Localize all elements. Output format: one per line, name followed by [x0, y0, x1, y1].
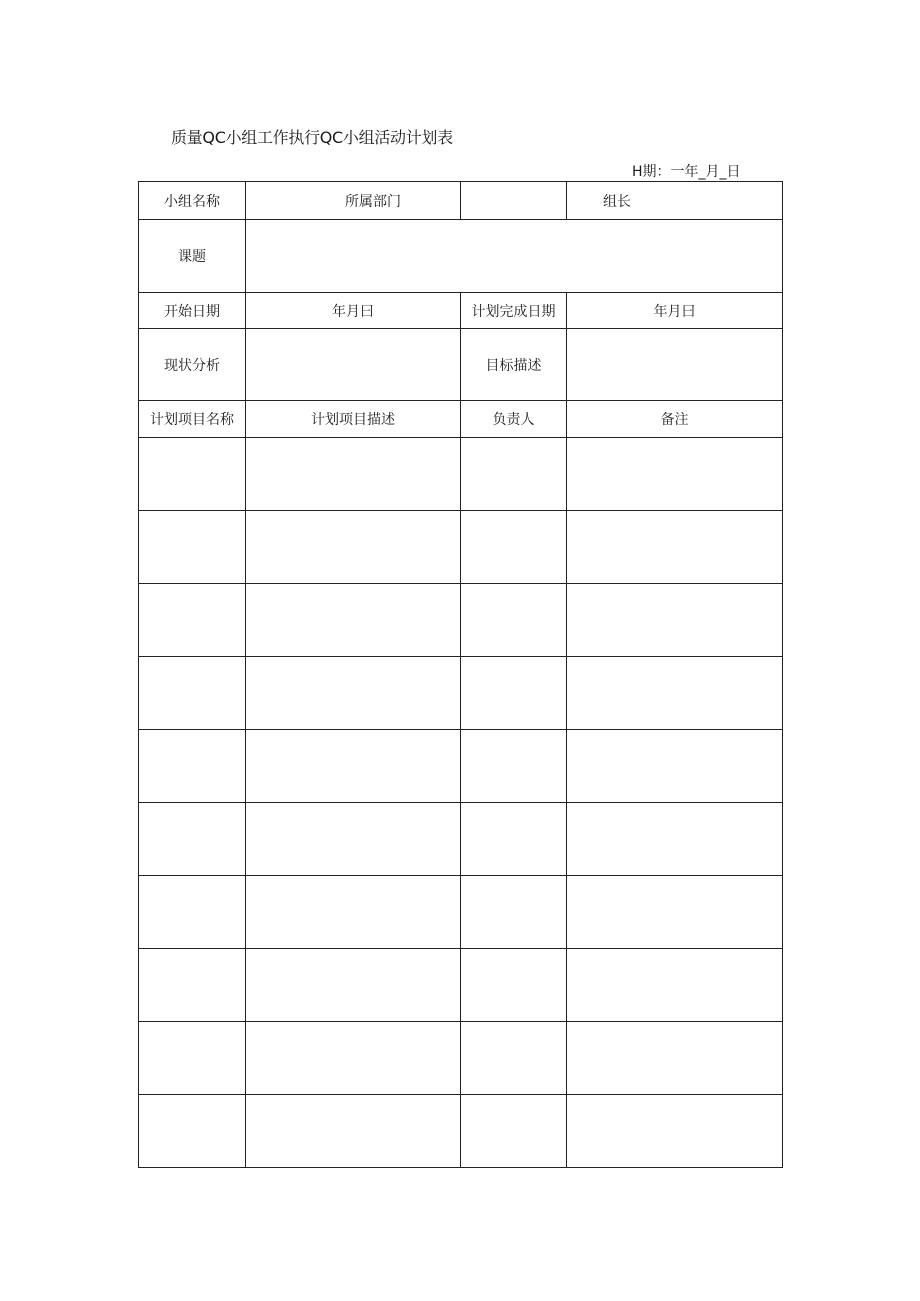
responsible-person-cell[interactable]	[461, 803, 567, 876]
plan-item-description-cell[interactable]	[246, 876, 461, 949]
remarks-cell[interactable]	[567, 584, 783, 657]
table-row	[139, 803, 783, 876]
table-row	[139, 1022, 783, 1095]
table-row	[139, 657, 783, 730]
plan-item-description-cell[interactable]	[246, 438, 461, 511]
plan-item-description-cell[interactable]	[246, 1095, 461, 1168]
table-row	[139, 438, 783, 511]
plan-item-name-cell[interactable]	[139, 803, 246, 876]
planned-completion-label: 计划完成日期	[461, 293, 567, 329]
header-plan-item-name: 计划项目名称	[139, 401, 246, 438]
start-date-value[interactable]: 年月曰	[246, 293, 461, 329]
plan-item-name-cell[interactable]	[139, 730, 246, 803]
responsible-person-cell[interactable]	[461, 584, 567, 657]
remarks-cell[interactable]	[567, 949, 783, 1022]
analysis-row	[139, 329, 783, 401]
plan-header-row	[139, 401, 783, 438]
plan-item-description-cell[interactable]	[246, 949, 461, 1022]
plan-item-name-cell[interactable]	[139, 511, 246, 584]
remarks-cell[interactable]	[567, 876, 783, 949]
department-label: 所属部门	[246, 182, 461, 220]
remarks-cell[interactable]	[567, 803, 783, 876]
plan-item-description-cell[interactable]	[246, 657, 461, 730]
header-plan-item-description: 计划项目描述	[246, 401, 461, 438]
table-row	[139, 1095, 783, 1168]
remarks-cell[interactable]	[567, 511, 783, 584]
date-line: H期：一年_月_日	[632, 164, 741, 180]
remarks-cell[interactable]	[567, 657, 783, 730]
topic-row	[139, 220, 783, 293]
responsible-person-cell[interactable]	[461, 1095, 567, 1168]
plan-item-description-cell[interactable]	[246, 584, 461, 657]
header-remarks: 备注	[567, 401, 783, 438]
responsible-person-cell[interactable]	[461, 511, 567, 584]
plan-item-name-cell[interactable]	[139, 1095, 246, 1168]
department-value-cell[interactable]	[461, 182, 567, 220]
target-description-label: 目标描述	[461, 329, 567, 401]
leader-label: 组长	[567, 182, 783, 220]
plan-item-description-cell[interactable]	[246, 730, 461, 803]
remarks-cell[interactable]	[567, 730, 783, 803]
target-description-value-cell[interactable]	[567, 329, 783, 401]
header-responsible-person: 负责人	[461, 401, 567, 438]
responsible-person-cell[interactable]	[461, 1022, 567, 1095]
responsible-person-cell[interactable]	[461, 730, 567, 803]
plan-item-name-cell[interactable]	[139, 876, 246, 949]
plan-item-name-cell[interactable]	[139, 438, 246, 511]
table-row	[139, 511, 783, 584]
responsible-person-cell[interactable]	[461, 949, 567, 1022]
plan-item-name-cell[interactable]	[139, 1022, 246, 1095]
group-name-label: 小组名称	[139, 182, 246, 220]
responsible-person-cell[interactable]	[461, 438, 567, 511]
activity-plan-table	[138, 181, 783, 1168]
table-row	[139, 584, 783, 657]
plan-item-name-cell[interactable]	[139, 657, 246, 730]
document-title: 质量QC小组工作执行QC小组活动计划表	[171, 128, 453, 147]
table-row	[139, 949, 783, 1022]
topic-value-cell[interactable]	[246, 220, 783, 293]
table-row	[139, 876, 783, 949]
plan-item-description-cell[interactable]	[246, 1022, 461, 1095]
plan-item-description-cell[interactable]	[246, 803, 461, 876]
remarks-cell[interactable]	[567, 438, 783, 511]
group-info-row	[139, 182, 783, 220]
plan-item-description-cell[interactable]	[246, 511, 461, 584]
start-date-label: 开始日期	[139, 293, 246, 329]
topic-label: 课题	[139, 220, 246, 293]
plan-item-name-cell[interactable]	[139, 584, 246, 657]
remarks-cell[interactable]	[567, 1022, 783, 1095]
planned-completion-value[interactable]: 年月曰	[567, 293, 783, 329]
status-analysis-value-cell[interactable]	[246, 329, 461, 401]
plan-item-name-cell[interactable]	[139, 949, 246, 1022]
remarks-cell[interactable]	[567, 1095, 783, 1168]
responsible-person-cell[interactable]	[461, 876, 567, 949]
dates-row	[139, 293, 783, 329]
responsible-person-cell[interactable]	[461, 657, 567, 730]
table-row	[139, 730, 783, 803]
status-analysis-label: 现状分析	[139, 329, 246, 401]
